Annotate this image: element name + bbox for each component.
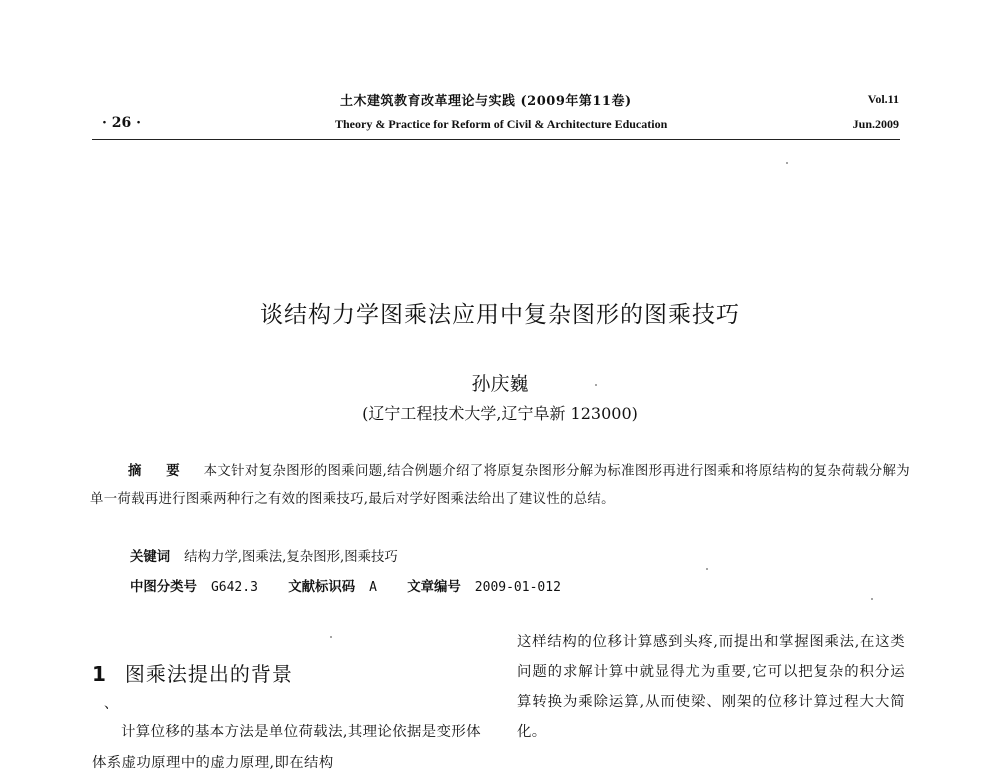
abstract-text: 本文针对复杂图形的图乘问题,结合例题介绍了将原复杂图形分解为标准图形再进行图乘和将原结构的复杂荷载分解为单一荷载再进行图乘两种行之有效的图乘技巧,最后对学好图乘法给出了建议性的总结。 [90,464,910,507]
keywords-label: 关键词 [130,550,171,565]
section-title: 图乘法提出的背景 [124,662,293,686]
author-name: 孙庆巍 [471,373,529,395]
scan-speck [595,384,597,386]
section-heading [92,658,293,687]
abstract-label: 摘 要 [128,464,190,479]
scan-speck [786,162,788,164]
clc-label: 中图分类号 [130,580,197,595]
issue-date: Jun.2009 [852,117,899,131]
clc-value: G642.3 [210,580,258,595]
keywords-text: 结构力学,图乘法,复杂图形,图乘技巧 [184,550,398,565]
right-column-text: 这样结构的位移计算感到头疼,而提出和掌握图乘法,在这类问题的求解计算中就显得尤为重要,它可以把复杂的积分运算转换为乘除运算,从而使梁、刚架的位移计算过程大大简化。 [517,634,905,740]
journal-title-en: Theory & Practice for Reform of Civil & Architecture Education [335,117,668,131]
classification-line [130,576,587,595]
journal-title-cn: 土木建筑教育改革理论与实践 (2009年第11卷) [340,94,632,109]
article-title: 谈结构力学图乘法应用中复杂图形的图乘技巧 [260,302,740,328]
scan-speck [871,598,873,600]
article-no-value: 2009-01-012 [474,580,561,595]
header-rule [92,139,900,140]
doc-code-label: 文献标识码 [288,580,356,595]
section-number: 1 [92,662,107,686]
volume-label: Vol.11 [867,92,899,106]
page-number: · 26 · [102,115,141,131]
scan-speck [330,636,332,638]
left-column-text: 计算位移的基本方法是单位荷载法,其理论依据是变形体体系虚功原理中的虚力原理,即在结构 [92,724,481,771]
scan-speck [706,568,708,570]
abstract [90,458,910,514]
stray-dot: 、 [104,696,118,712]
article-no-label: 文章编号 [407,580,461,595]
keywords [130,546,398,565]
doc-code-value: A [369,580,377,595]
affiliation: (辽宁工程技术大学,辽宁阜新 123000) [362,404,638,423]
